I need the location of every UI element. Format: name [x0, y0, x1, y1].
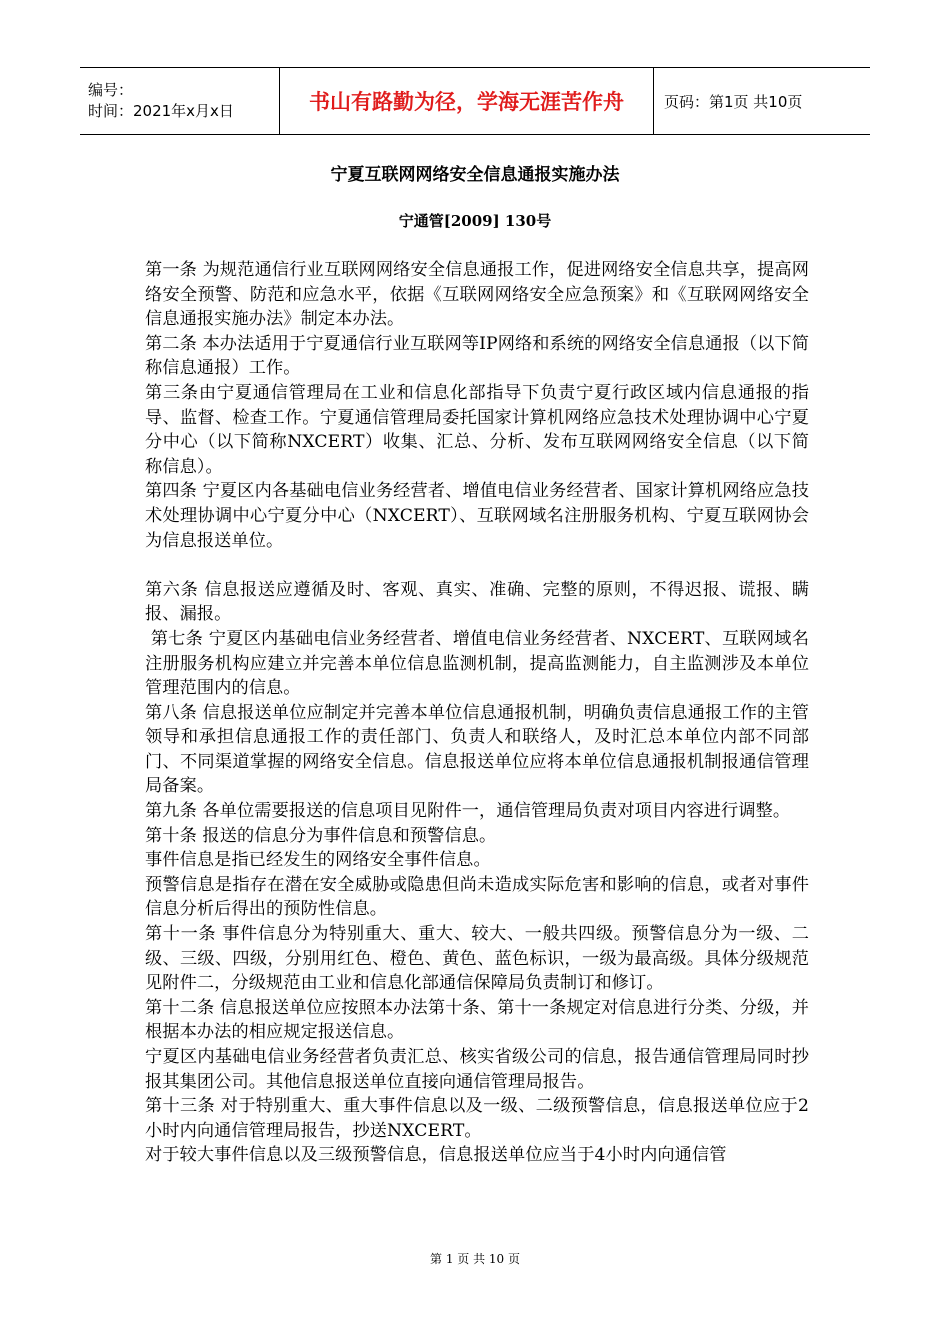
page-header-table — [80, 67, 870, 135]
paragraph: 事件信息是指已经发生的网络安全事件信息。 — [145, 850, 491, 871]
page-footer: 第 1 页 共 10 页 — [430, 1252, 520, 1266]
header-left-cell — [80, 68, 280, 134]
document-number: 宁通管[2009] 130号 — [398, 212, 552, 230]
paragraph-gap — [145, 553, 809, 578]
paragraph: 第十条 报送的信息分为事件信息和预警信息。 — [145, 825, 497, 846]
paragraph: 第一条 为规范通信行业互联网网络安全信息通报工作，促进网络安全信息共享，提高网络安全预警、防范和应急水平，依据《互联网网络安全应急预案》和《互联网网络安全信息通报实施办法》制定本办法。 — [145, 260, 809, 330]
time-label: 时间：2021年x月x日 — [88, 102, 234, 120]
number-label: 编号： — [88, 81, 134, 99]
document-body — [145, 258, 809, 1168]
paragraph: 第九条 各单位需要报送的信息项目见附件一，通信管理局负责对项目内容进行调整。 — [145, 801, 791, 822]
paragraph: 第十一条 事件信息分为特别重大、重大、较大、一般共四级。预警信息分为一级、二级、三级、四级，分别用红色、橙色、黄色、蓝色标识，一级为最高级。具体分级规范见附件二，分级规范由工业和信息化部通信保障局负责制订和修订。 — [145, 924, 809, 994]
motto-text: 书山有路勤为径，学海无涯苦作舟 — [309, 90, 624, 114]
paragraph: 第七条 宁夏区内基础电信业务经营者、增值电信业务经营者、NXCERT、互联网域名注册服务机构应建立并完善本单位信息监测机制，提高监测能力，自主监测涉及本单位管理范围内的信息。 — [145, 628, 809, 699]
paragraph: 对于较大事件信息以及三级预警信息，信息报送单位应当于4小时内向通信管 — [145, 1145, 727, 1166]
paragraph: 宁夏区内基础电信业务经营者负责汇总、核实省级公司的信息，报告通信管理局同时抄报其集团公司。其他信息报送单位直接向通信管理局报告。 — [145, 1047, 809, 1092]
paragraph: 第六条 信息报送应遵循及时、客观、真实、准确、完整的原则，不得迟报、谎报、瞒报、漏报。 — [145, 579, 809, 625]
header-page-cell — [654, 68, 870, 134]
paragraph: 第八条 信息报送单位应制定并完善本单位信息通报机制，明确负责信息通报工作的主管领导和承担信息通报工作的责任部门、负责人和联络人，及时汇总本单位内部不同部门、不同渠道掌握的网络安全信息。信息报送单位应将本单位信息通报机制报通信管理局备案。 — [145, 702, 809, 797]
paragraph: 预警信息是指存在潜在安全威胁或隐患但尚未造成实际危害和影响的信息，或者对事件信息分析后得出的预防性信息。 — [145, 874, 809, 920]
page-info: 页码：第1页 共10页 — [664, 92, 803, 111]
paragraph: 第十二条 信息报送单位应按照本办法第十条、第十一条规定对信息进行分类、分级，并根据本办法的相应规定报送信息。 — [145, 997, 809, 1043]
paragraph: 第十三条 对于特别重大、重大事件信息以及一级、二级预警信息，信息报送单位应于2小时内向通信管理局报告，抄送NXCERT。 — [145, 1096, 809, 1141]
document-title: 宁夏互联网网络安全信息通报实施办法 — [330, 165, 620, 185]
paragraph: 第二条 本办法适用于宁夏通信行业互联网等IP网络和系统的网络安全信息通报（以下简称信息通报）工作。 — [145, 333, 809, 379]
header-motto-cell — [280, 68, 654, 134]
paragraph: 第四条 宁夏区内各基础电信业务经营者、增值电信业务经营者、国家计算机网络应急技术处理协调中心宁夏分中心（NXCERT）、互联网域名注册服务机构、宁夏互联网协会为信息报送单位。 — [145, 481, 809, 551]
paragraph: 第三条由宁夏通信管理局在工业和信息化部指导下负责宁夏行政区域内信息通报的指导、监督、检查工作。宁夏通信管理局委托国家计算机网络应急技术处理协调中心宁夏分中心（以下简称NXCERT）收集、汇总、分析、发布互联网网络安全信息（以下简称信息）。 — [145, 382, 809, 477]
